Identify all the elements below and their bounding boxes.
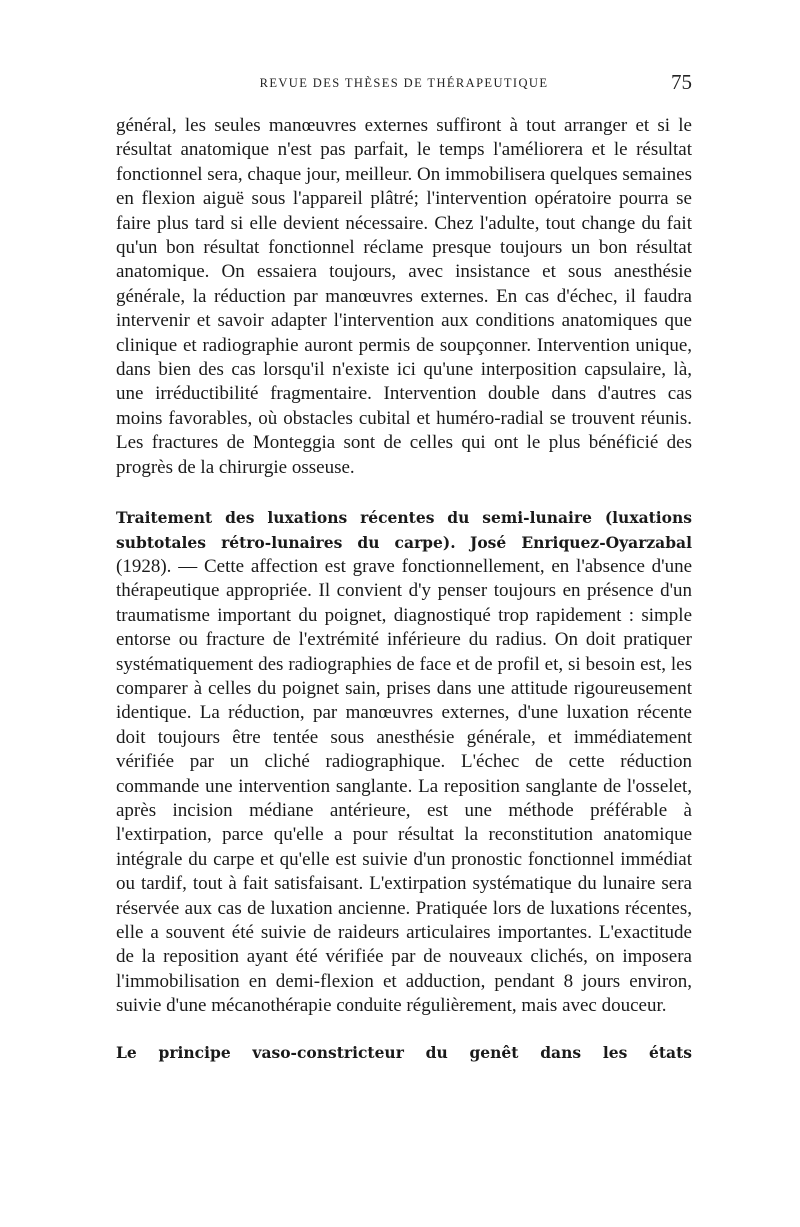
thesis-entry-semi-lunaire [116, 506, 692, 1019]
next-thesis-title: Le principe vaso-constricteur du genêt dans les états [116, 1042, 692, 1062]
thesis-year: (1928). [116, 555, 172, 577]
thesis-author: José Enriquez-Oyarzabal [470, 532, 692, 552]
thesis-summary: — Cette affection est grave fonctionnellement, en l'absence d'une thérapeutique appropriée. Il convient d'y penser toujours en présence d'un traumatisme important du poignet, diagnostiqué trop rapidement : simple entorse ou fracture de l'extrémité inférieure du radius. On doit pratiquer systématiquement des radiographies de face et de profil et, si besoin est, les comparer à celles du poignet sain, prises dans une attitude rigoureusement identique. La réduction, par manœuvres externes, d'une luxation récente doit toujours être tentée sous anesthésie générale, et immédiatement vérifiée par un cliché radiographique. L'échec de cette réduction commande une intervention sanglante. La reposition sanglante de l'osselet, après incision médiane antérieure, est une méthode préférable à l'extirpation, parce qu'elle a pour résultat la reconstitution anatomique intégrale du carpe et qu'elle est suivie d'un pronostic fonctionnel immédiat ou tardif, tout à fait satisfaisant. L'extirpation systématique du lunaire sera réservée aux cas de luxation ancienne. Pratiquée lors de luxations récentes, elle a souvent été suivie de raideurs articulaires importantes. L'exactitude de la reposition ayant été vérifiée par de nouveaux clichés, on imposera l'immobilisation en demi-flexion et adduction, pendant 8 jours environ, suivie d'une mécanothérapie conduite régulièrement, mais avec douceur. [116, 555, 693, 1017]
running-title: REVUE DES THÈSES DE THÉRAPEUTIQUE [259, 76, 549, 90]
journal-page [116, 70, 692, 1065]
running-header [116, 70, 692, 102]
thesis-title: Traitement des luxations récentes du semi-lunaire (luxations subtotales rétro-lunaires du carpe). [116, 508, 692, 552]
page-number: 75 [671, 70, 692, 94]
paragraph-monteggia-conclusion: général, les seules manœuvres externes suffiront à tout arranger et si le résultat anatomique n'est pas parfait, le temps l'améliorera et le résultat fonctionnel sera, chaque jour, meilleur. On immobilisera quelques semaines en flexion aiguë sous l'appareil plâtré; l'intervention opératoire pourra se faire plus tard si elle devient nécessaire. Chez l'adulte, tout change du fait qu'un bon résultat fonctionnel réclame presque toujours un bon résultat anatomique. On essaiera toujours, avec insistance et sous anesthésie générale, la réduction par manœuvres externes. En cas d'échec, il faudra intervenir et savoir adapter l'intervention aux conditions anatomiques que clinique et radiographie auront permis de soupçonner. Intervention unique, dans bien des cas lorsqu'il n'existe ici qu'une interposition capsulaire, là, une irréductibilité fragmentaire. Intervention double dans d'autres cas moins favorables, où obstacles cubital et huméro-radial se trouvent réunis. Les fractures de Monteggia sont de celles qui ont le plus bénéficié des progrès de la chirurgie osseuse. [116, 115, 692, 478]
